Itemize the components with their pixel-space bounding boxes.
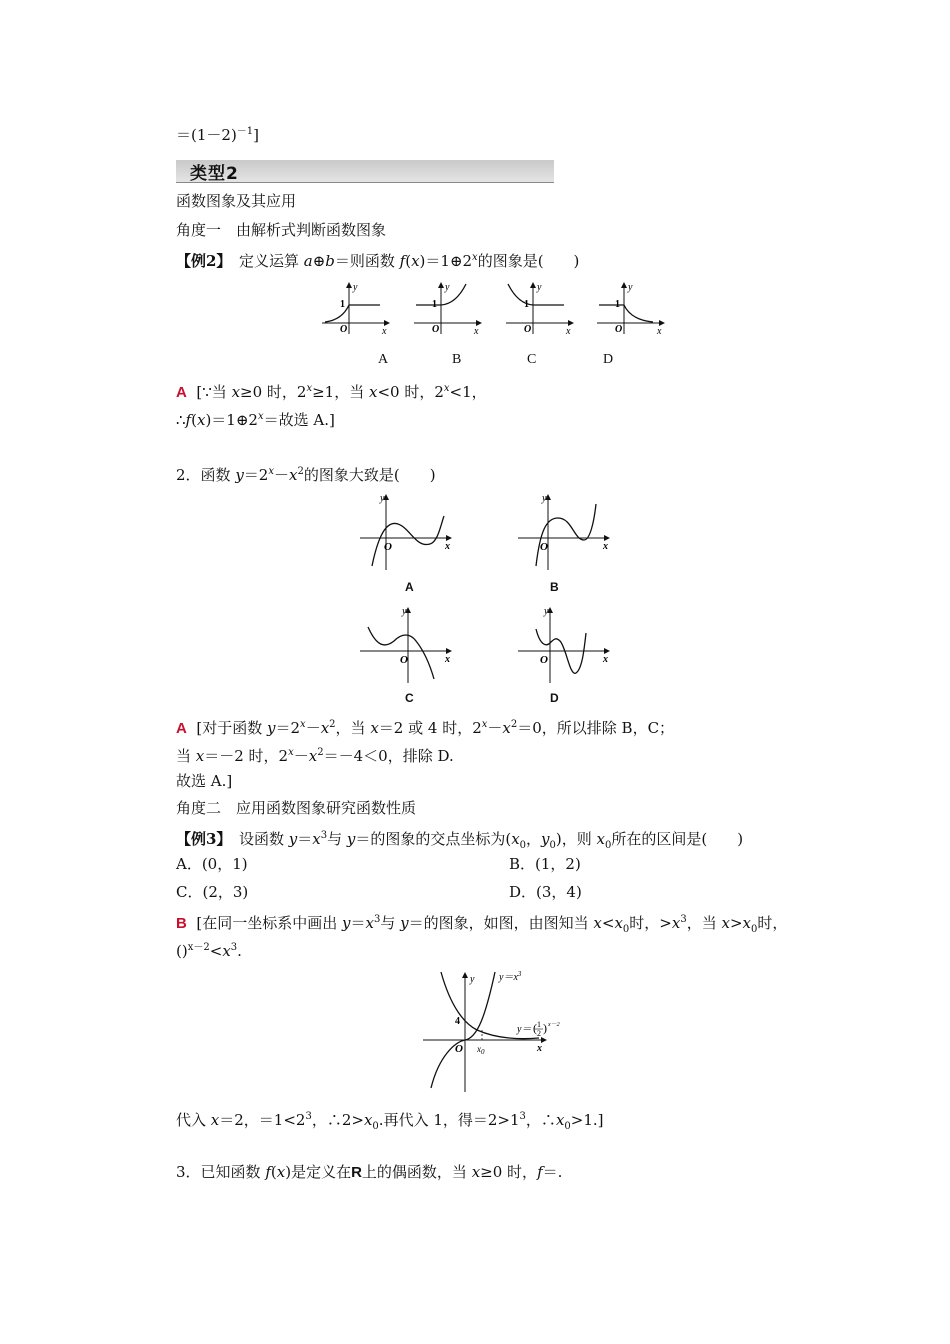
svg-text:x: x	[382, 326, 387, 337]
q2-graph-c	[358, 605, 458, 685]
svg-text:x: x	[657, 326, 662, 337]
ex3-option-c: C．(2，3)	[176, 883, 249, 901]
ex3-option-a: A．(0，1)	[176, 855, 248, 873]
example3-question: 【例3】 设函数 $y=x^3$与 y＝的图象的交点坐标为($x_0$，$y_0$)，则 $x_0$所在的区间是( )	[176, 830, 744, 851]
svg-text:x: x	[537, 1043, 542, 1054]
svg-text:(: (	[533, 1021, 537, 1035]
type-label: 类型2	[190, 164, 239, 184]
svg-text:O: O	[524, 324, 532, 335]
svg-text:O: O	[540, 654, 548, 666]
svg-text:O: O	[432, 324, 440, 335]
svg-text:1: 1	[537, 1020, 541, 1029]
ex2-graph-d	[597, 282, 677, 337]
svg-text:x: x	[603, 541, 608, 552]
svg-text:y: y	[628, 282, 633, 293]
angle-one-title: 角度一 由解析式判断函数图象	[176, 221, 387, 239]
ex3-option-d: D．(3，4)	[509, 883, 582, 901]
q2-option-a-label: A	[405, 580, 414, 594]
svg-text:2: 2	[537, 1029, 541, 1038]
ex3-option-b: B．(1，2)	[509, 855, 581, 873]
svg-text:y: y	[542, 493, 547, 504]
svg-text:x0: $x_0$	[477, 1044, 485, 1056]
ex3-answer-line2: $()^{x-2}<x^3$.	[176, 942, 242, 960]
q2-answer-letter: A	[176, 720, 187, 737]
svg-text:O: O	[400, 654, 408, 666]
svg-text:x: x	[566, 326, 571, 337]
section-title: 函数图象及其应用	[176, 192, 297, 210]
ex2-answer-letter: A	[176, 384, 187, 401]
svg-text:y: y	[353, 282, 358, 293]
ex3-answer-line1: B [在同一坐标系中画出 $y=x^3$与 y＝的图象，如图，由图知当 $x<x_0$时，$>x^3$，当 $x>x_0$时，	[176, 914, 788, 935]
ex3-answer-letter: B	[176, 915, 187, 932]
svg-text:y＝: y＝	[517, 1024, 532, 1035]
question2: 2．函数 $y=2^x-x^2$的图象大致是( )	[176, 466, 436, 484]
ex2-answer-line2: $\therefore f(x)=1\oplus 2^x=$故选 A.]	[176, 411, 335, 429]
svg-text:x－2: x－2	[548, 1022, 560, 1028]
q2-answer-line1: A [对于函数 $y=2^x-x^2$，当 x＝2 或 4 时，$2^x-x^2=0$，所以排除 B，C；	[176, 719, 675, 737]
svg-text:O: O	[384, 541, 392, 553]
q2-graph-b	[516, 492, 616, 572]
ex3-intersection-graph	[415, 968, 565, 1093]
svg-text:1: 1	[524, 299, 529, 310]
prev-answer-tail: $=(1-2)^{-1}$]	[176, 126, 260, 144]
q2-option-b-label: B	[550, 580, 559, 594]
svg-text:x: x	[445, 654, 450, 665]
q2-answer-line2: 当 x＝－2 时，$2^x-x^2=-4<0$，排除 D.	[176, 747, 454, 765]
svg-text:y: y	[470, 974, 475, 985]
q2-graph-d	[516, 605, 616, 685]
type-heading-bar	[176, 160, 554, 183]
q2-option-d-label: D	[550, 691, 559, 705]
svg-text:): )	[543, 1021, 547, 1035]
q2-graph-a	[358, 492, 458, 572]
svg-text:x: x	[445, 541, 450, 552]
svg-text:x: x	[474, 326, 479, 337]
svg-text:O: O	[615, 324, 623, 335]
question3: 3．已知函数 f(x)是定义在R上的偶函数，当 x≥0 时，f＝.	[176, 1163, 563, 1181]
ex3-answer-line3: 代入 x＝2，$=1<2^3$，$\therefore 2>x_0$.再代入 1，得$=2>1^3$，$\therefore x_0>1$.]	[176, 1111, 604, 1132]
svg-text:O: O	[455, 1043, 463, 1055]
q2-option-c-label: C	[405, 691, 414, 705]
svg-text:y: y	[544, 606, 549, 617]
svg-text:1: 1	[340, 299, 345, 310]
ex2-graph-c	[506, 282, 586, 337]
svg-text:x: x	[603, 654, 608, 665]
svg-text:y＝x3: $y=x^3$	[499, 970, 522, 983]
svg-text:y: y	[537, 282, 542, 293]
svg-text:O: O	[340, 324, 348, 335]
example2-question: 【例2】 定义运算 a⊕b＝则函数 $f(x)=1\oplus 2^x$的图象是( )	[176, 252, 580, 270]
ex2-option-b-label: B	[452, 352, 462, 367]
ex2-graph-b	[414, 282, 494, 337]
q2-answer-line3: 故选 A.]	[176, 772, 233, 790]
svg-text:y: y	[380, 493, 385, 504]
svg-text:y: y	[402, 606, 407, 617]
ex2-option-d-label: D	[603, 352, 614, 367]
svg-text:O: O	[540, 541, 548, 553]
svg-text:1: 1	[432, 299, 437, 310]
svg-text:1: 1	[615, 299, 620, 310]
ex2-graph-a	[322, 282, 402, 337]
angle-two-title: 角度二 应用函数图象研究函数性质	[176, 799, 417, 817]
svg-text:y: y	[445, 282, 450, 293]
svg-text:4: 4	[455, 1016, 460, 1027]
ex2-option-a-label: A	[378, 352, 389, 367]
ex2-option-c-label: C	[527, 352, 537, 367]
ex2-answer-line1: A [∵当 x≥0 时，$2^x\ge 1$，当 x<0 时，$2^x<1$，	[176, 383, 487, 401]
